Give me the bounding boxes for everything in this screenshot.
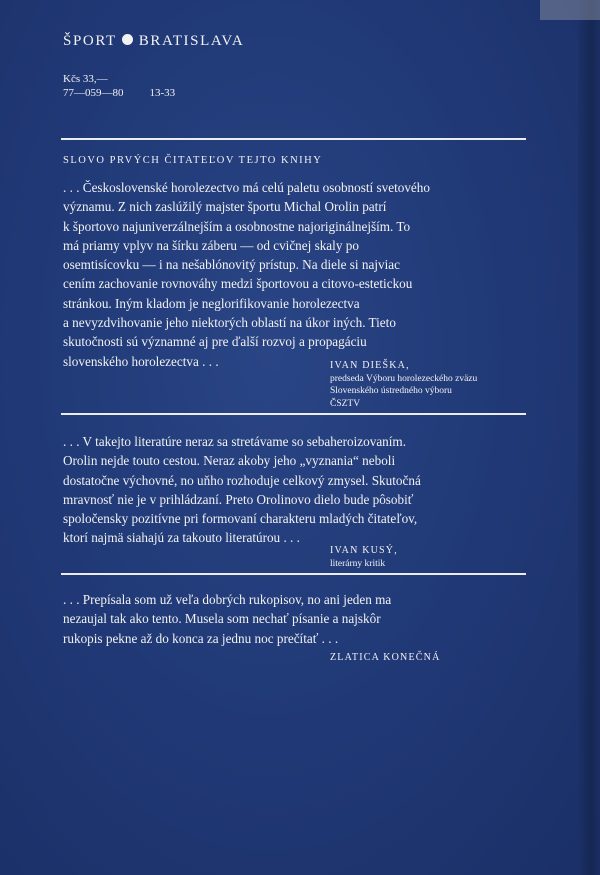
- catalog-code-1: 77—059—80: [63, 87, 124, 99]
- quote-line: má priamy vplyv na šírku záberu — od cvičnej skaly po: [63, 237, 359, 253]
- divider-bottom: [61, 573, 526, 575]
- quote-line: . . . Prepísala som už veľa dobrých rukopisov, no ani jeden ma: [63, 592, 392, 607]
- quote-line: a nevyzdvihovanie jeho niektorých oblastí na úkor iných. Tieto: [63, 315, 396, 331]
- section-heading: SLOVO PRVÝCH ČITATEĽOV TEJTO KNIHY: [63, 155, 323, 166]
- quote-line: osemtisícovku — i na nešablónovitý prístup. Na diele si najviac: [63, 257, 400, 273]
- quote-line: dostatočne výchovné, no uňho rozhoduje celkový zmysel. Skutočná: [63, 472, 421, 488]
- quote-line: spoločensky pozitívne pri formovaní charakteru mladých čitateľov,: [63, 511, 418, 527]
- worn-corner: [540, 0, 600, 20]
- divider-top: [61, 138, 526, 140]
- quote-line: ktorí najmä siahajú za takouto literatúrou . . .: [63, 530, 300, 546]
- quote-line: mravnosť nie je v prihládzaní. Preto Orolinovo dielo bude pôsobiť: [63, 491, 414, 507]
- signature-name: IVAN DIEŠKA,: [330, 360, 410, 371]
- bullet-dot-icon: [122, 34, 133, 45]
- quote-line: rukopis pekne až do konca za jednu noc prečítať . . .: [63, 630, 339, 646]
- signature-name: IVAN KUSÝ,: [330, 545, 398, 556]
- quote-dieska: [63, 178, 533, 371]
- quote-line: . . . Československé horolezectvo má celú paletu osobností svetového: [63, 180, 430, 195]
- spine-edge: [578, 0, 600, 875]
- signature-name: ZLATICA KONEČNÁ: [330, 652, 441, 663]
- publisher-name-left: ŠPORT: [63, 33, 117, 49]
- quote-konecna: [63, 590, 533, 648]
- signature-kusy: [330, 545, 398, 570]
- signature-konecna: [330, 652, 441, 665]
- catalog-code-2: 13-33: [149, 87, 176, 99]
- price-block: [63, 72, 175, 100]
- signature-role: ČSZTV: [330, 398, 361, 409]
- signature-role: literárny kritik: [330, 558, 386, 569]
- publisher-imprint: [63, 33, 244, 50]
- quote-line: slovenského horolezectva . . .: [63, 353, 219, 369]
- quote-line: . . . V takejto literatúre neraz sa stretávame so sebaheroizovaním.: [63, 434, 406, 449]
- quote-line: stránkou. Iným kladom je neglorifikovanie horolezectva: [63, 295, 360, 311]
- signature-dieska: [330, 360, 477, 410]
- price-value: Kčs 33,—: [63, 73, 108, 85]
- quote-line: k športovo najuniverzálnejším a osobnostne najoriginálnejším. To: [63, 218, 411, 234]
- quote-line: cením zachovanie rovnováhy medzi športovou a citovo-estetickou: [63, 276, 413, 292]
- divider-middle: [61, 413, 526, 415]
- signature-role: Slovenského ústredného výboru: [330, 386, 452, 396]
- quote-line: nezaujal tak ako tento. Musela som nechať písanie a najskôr: [63, 611, 381, 627]
- quote-kusy: [63, 432, 533, 548]
- quote-line: skutočnosti sú významné aj pre ďalší rozvoj a propagáciu: [63, 334, 367, 350]
- quote-line: významu. Z nich zaslúžilý majster športu Michal Orolin patrí: [63, 199, 387, 215]
- signature-role: predseda Výboru horolezeckého zväzu: [330, 373, 478, 384]
- publisher-name-right: BRATISLAVA: [138, 33, 245, 49]
- catalog-codes: [63, 86, 175, 100]
- quote-line: Orolin nejde touto cestou. Neraz akoby jeho „vyznania“ neboli: [63, 453, 396, 469]
